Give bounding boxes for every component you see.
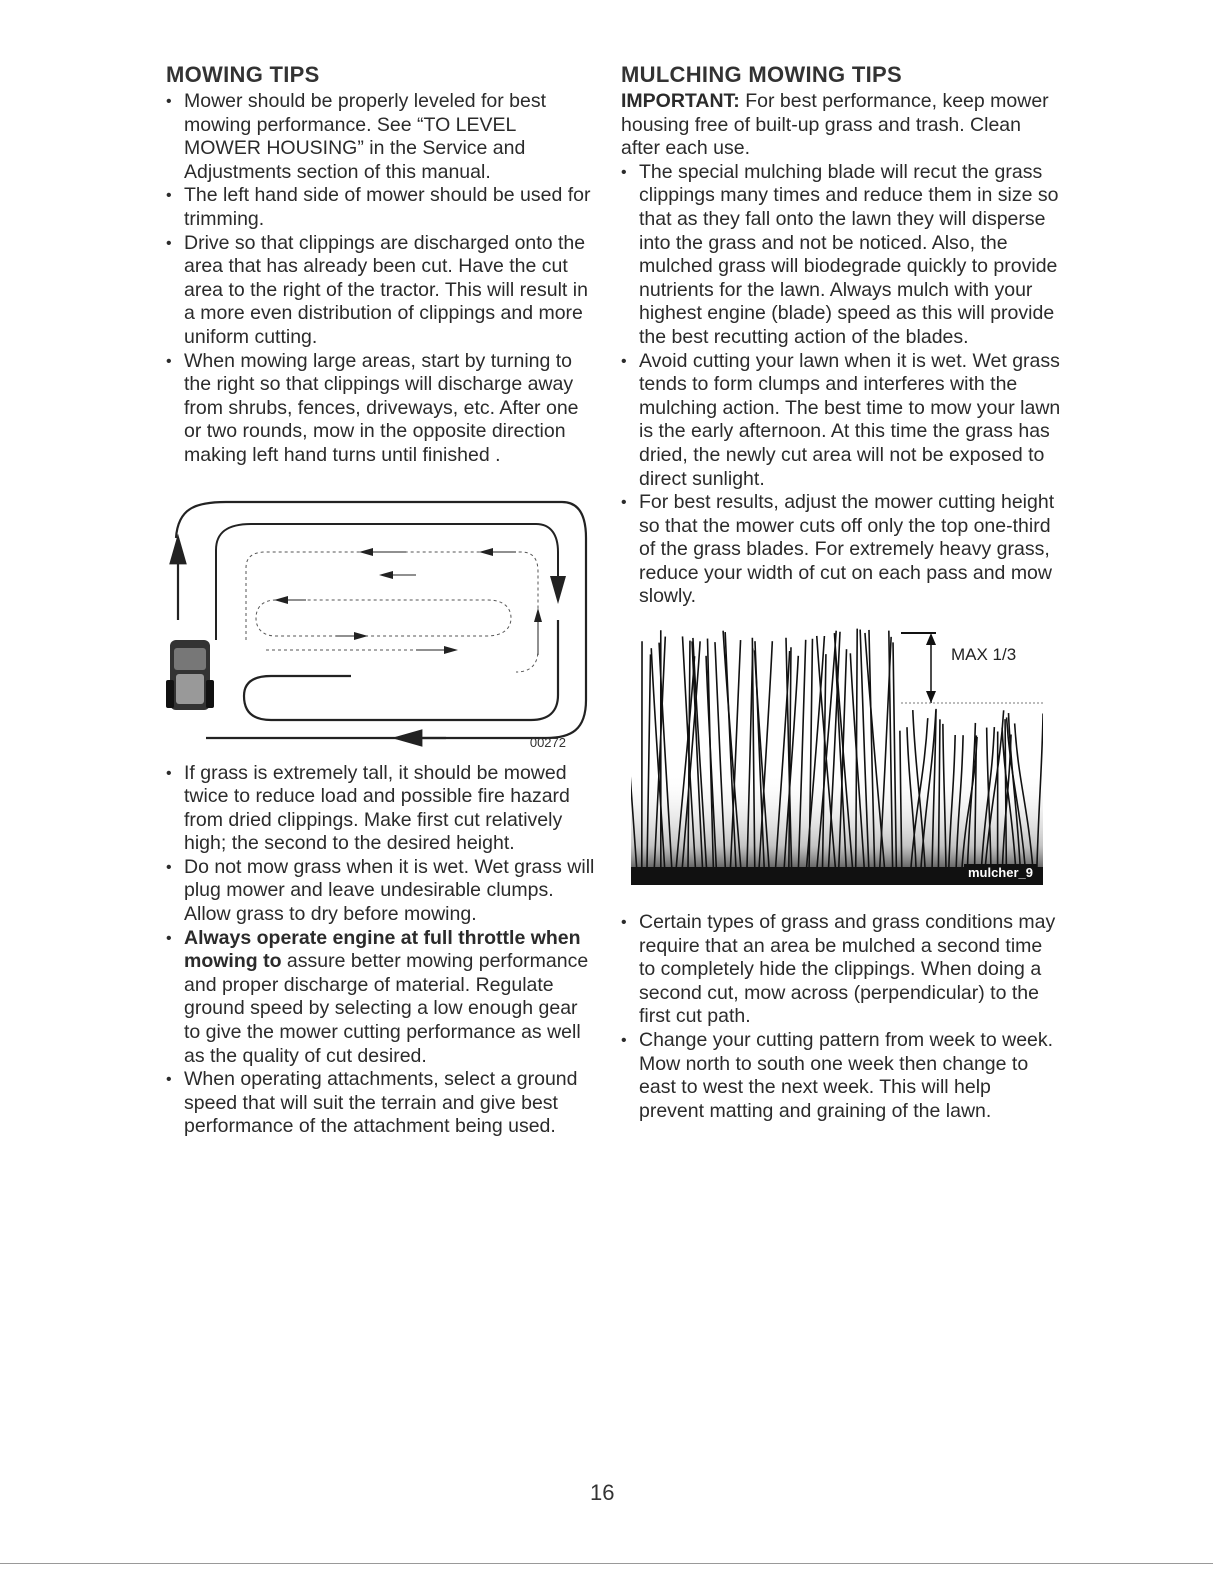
right-column [621,62,1061,1123]
list-item: • The special mulching blade will recut the grass clippings many times and reduce them in size so that as they fall onto the lawn they will disperse into the grass and not be noticed. Also, the mulched grass will biodegrade quickly to provide nutrients for the lawn. Always mulch with your highest engine (blade) speed as this will provide the best recutting action of the blades. [621,161,1061,350]
tractor-icon [166,640,214,710]
bottom-rule [0,1563,1213,1564]
mulching-tips-heading: MULCHING MOWING TIPS [621,62,902,87]
mowing-tips-list-bottom [166,762,596,1140]
list-item: • Mower should be properly leveled for best mowing performance. See “TO LEVEL MOWER HOUSING” in the Service and Adjustments section of this manual. [166,90,596,184]
important-label: IMPORTANT: [621,90,740,112]
list-item: • Change your cutting pattern from week to week. Mow north to south one week then change to east to west the next week. This will help prevent matting and graining of the lawn. [621,1029,1061,1123]
max-cut-label: MAX 1/3 [951,645,1017,665]
list-item: • Avoid cutting your lawn when it is wet. Wet grass tends to form clumps and interferes with the mulching action. The best time to mow your lawn is the early afternoon. At this time the grass has dried, the newly cut area will not be exposed to direct sunlight. [621,350,1061,492]
figure-code: mulcher_9 [964,864,1037,881]
list-item: • When mowing large areas, start by turning to the right so that clippings will discharge away from shrubs, fences, driveways, etc. After one or two rounds, mow in the opposite direction making left hand turns until finished . [166,350,596,468]
list-item: • Drive so that clippings are discharged onto the area that has already been cut. Have the cut area to the right of the tractor. This will result in a more even distribution of clippings and more uniform cutting. [166,232,596,350]
list-item: • When operating attachments, select a ground speed that will suit the terrain and give best performance of the attachment being used. [166,1068,596,1139]
important-note: IMPORTANT: For best performance, keep mower housing free of built-up grass and trash. Clean after each use. [621,90,1049,160]
list-item: • If grass is extremely tall, it should be mowed twice to reduce load and possible fire hazard from dried clippings. Make first cut relatively high; the second to the desired height. [166,762,596,856]
grass-height-figure [631,623,1043,885]
list-item: • For best results, adjust the mower cutting height so that the mower cuts off only the top one-third of the grass blades. For extremely heavy grass, reduce your width of cut on each pass and mow slowly. [621,491,1061,609]
mowing-tips-list-top [166,90,596,468]
bold-warning: Always operate engine at full throttle when mowing to [184,926,581,973]
figure-code: 00272 [529,734,566,750]
mowing-pattern-diagram [166,490,596,752]
list-item: • Certain types of grass and grass conditions may require that an area be mulched a second time to completely hide the clippings. When doing a second cut, mow across (perpendicular) to the first cut path. [621,911,1061,1029]
list-item: • The left hand side of mower should be used for trimming. [166,184,596,231]
list-item: • Always operate engine at full throttle when mowing to assure better mowing performance and proper discharge of material. Regulate ground speed by selecting a low enough gear to give the mower cutting performance as well as the quality of cut desired. [166,927,596,1069]
mulching-tips-list-bottom [621,911,1061,1123]
mulching-tips-list-top [621,161,1061,609]
mowing-pattern-figure [166,490,596,752]
left-column [166,62,596,1139]
list-item: • Do not mow grass when it is wet. Wet grass will plug mower and leave undesirable clumps. Allow grass to dry before mowing. [166,856,596,927]
page-number: 16 [590,1480,615,1505]
mowing-tips-heading: MOWING TIPS [166,62,320,87]
